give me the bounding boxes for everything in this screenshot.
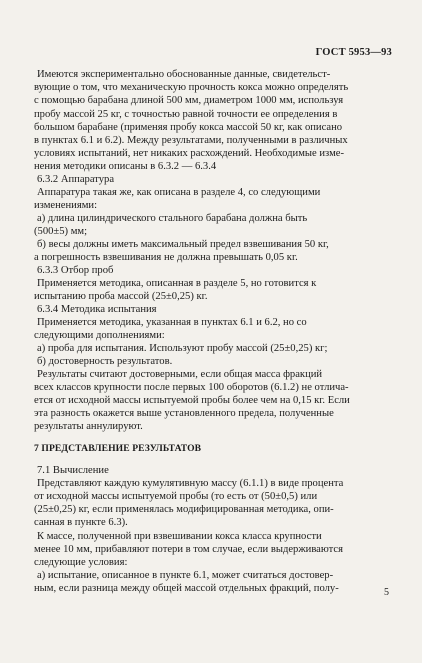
text-line: б) достоверность результатов. [37, 356, 173, 367]
text-line: а) проба для испытания. Используют пробу массой (25±0,25) кг; [37, 343, 328, 354]
text-line: а погрешность взвешивания не должна превышать 0,05 кг. [34, 252, 298, 263]
text-line: К массе, полученной при взвешивании кокса класса крупности [37, 531, 322, 542]
text-line: санная в пункте 6.3). [34, 517, 128, 528]
section-heading: 7 ПРЕДСТАВЛЕНИЕ РЕЗУЛЬТАТОВ [34, 443, 202, 454]
text-line: всех классов крупности после первых 100 оборотов (6.1.2) не отлича- [34, 382, 349, 393]
text-line: Применяется методика, указанная в пунктах 6.1 и 6.2, но со [37, 317, 307, 328]
text-line: с помощью барабана длиной 500 мм, диаметром 1000 мм, используя [34, 95, 344, 106]
text-line: ется от исходной массы испытуемой пробы более чем на 0,15 кг. Если [34, 395, 350, 406]
text-line: Результаты считают достоверными, если общая масса фракций [37, 369, 323, 380]
text-line: эта разность окажется выше установленного предела, полученные [34, 408, 334, 419]
page-number: 5 [384, 587, 389, 598]
text-line: Применяется методика, описанная в разделе 5, но готовится к [37, 278, 317, 289]
text-line: (25±0,25) кг, если применялась модифицированная методика, опи- [34, 504, 334, 515]
text-line: а) длина цилиндрического стального барабана должна быть [37, 213, 308, 224]
text-line: а) испытание, описанное в пункте 6.1, может считаться достовер- [37, 570, 334, 581]
subsection-heading: 6.3.4 Методика испытания [37, 304, 157, 315]
text-line: Представляют каждую кумулятивную массу (6.1.1) в виде процента [37, 478, 344, 489]
text-line: (500±5) мм; [34, 226, 88, 237]
text-line: от исходной массы испытуемой пробы (то есть от (50±0,5) или [34, 491, 318, 502]
text-line: менее 10 мм, прибавляют потери в том случае, если выдерживаются [34, 544, 343, 555]
text-line: большом барабане (применяя пробу кокса массой 50 кг, как описано [34, 122, 343, 133]
subsection-heading: 6.3.2 Аппаратура [37, 174, 115, 185]
text-line: следующими дополнениями: [34, 330, 165, 341]
text-line: вующие о том, что механическую прочность кокса можно определять [34, 82, 349, 93]
text-line: б) весы должны иметь максимальный предел взвешивания 50 кг, [37, 239, 329, 250]
text-line: нения методики описаны в 6.3.2 — 6.3.4 [34, 161, 217, 172]
text-line: изменениями: [34, 200, 98, 211]
text-line: испытанию проба массой (25±0,25) кг. [34, 291, 208, 302]
text-line: пробу массой 25 кг, с точностью равной точности ее определения в [34, 109, 338, 120]
document-id-header: ГОСТ 5953—93 [315, 47, 392, 58]
text-line: в пунктах 6.1 и 6.2). Между результатами, полученными в различных [34, 135, 348, 146]
text-line: условиях испытаний, нет никаких расхождений. Необходимые изме- [34, 148, 345, 159]
text-line: ным, если разница между общей массой отдельных фракций, полу- [34, 583, 339, 594]
text-line: следующие условия: [34, 557, 128, 568]
text-line: результаты аннулируют. [34, 421, 143, 432]
text-line: Имеются экспериментально обоснованные данные, свидетельст- [37, 69, 331, 80]
text-line: Аппаратура такая же, как описана в разделе 4, со следующими [37, 187, 321, 198]
subsection-heading: 6.3.3 Отбор проб [37, 265, 114, 276]
subsection-heading: 7.1 Вычисление [37, 465, 109, 476]
